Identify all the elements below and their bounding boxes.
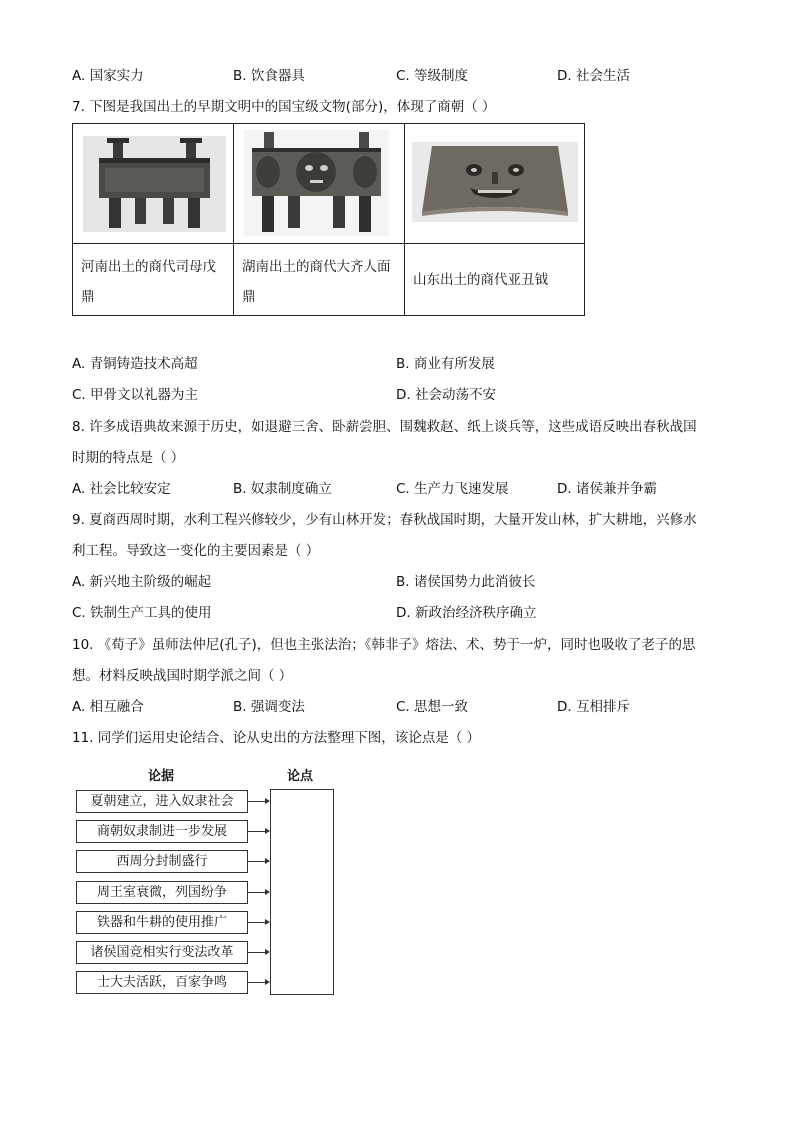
q9-stem-line2: 利工程。导致这一变化的主要因素是（ ） [72, 543, 320, 559]
q7-stem: 7. 下图是我国出土的早期文明中的国宝级文物(部分)，体现了商朝（ ） [72, 99, 496, 115]
ya-chou-yue-image [412, 142, 578, 222]
q6-option-b: B. 饮食器具 [233, 68, 305, 84]
q7-option-c: C. 甲骨文以礼器为主 [72, 387, 199, 403]
evidence-box: 士大夫活跃，百家争鸣 [76, 971, 248, 994]
evidence-box: 周王室衰微，列国纷争 [76, 881, 248, 904]
thesis-box [270, 789, 334, 995]
evidence-box: 西周分封制盛行 [76, 850, 248, 873]
q9-option-a: A. 新兴地主阶级的崛起 [72, 574, 212, 590]
q8-option-c: C. 生产力飞速发展 [396, 481, 509, 497]
q10-option-d: D. 互相排斥 [557, 699, 630, 715]
q10-option-a: A. 相互融合 [72, 699, 144, 715]
evidence-box: 商朝奴隶制进一步发展 [76, 820, 248, 843]
caption-ya-chou-yue: 山东出土的商代亚丑钺 [413, 272, 548, 288]
q6-option-c: C. 等级制度 [396, 68, 469, 84]
thesis-header: 论点 [287, 769, 314, 784]
q8-option-a: A. 社会比较安定 [72, 481, 171, 497]
caption-simuwu-ding: 河南出土的商代司母戊 鼎 [81, 259, 216, 305]
q10-stem-line2: 想。材料反映战国时期学派之间（ ） [72, 668, 293, 684]
q9-option-d: D. 新政治经济秩序确立 [396, 605, 537, 621]
q10-stem-line1: 10. 《荀子》虽师法仲尼(孔子)，但也主张法治；《韩非子》熔法、术、势于一炉，同时也吸收了老子的思 [72, 637, 696, 653]
q11-stem: 11. 同学们运用史论结合、论从史出的方法整理下图，该论点是（ ） [72, 730, 481, 746]
evidence-box: 诸侯国竞相实行变法改革 [76, 941, 248, 964]
human-face-ding-image [244, 130, 389, 236]
evidence-box: 铁器和牛耕的使用推广 [76, 911, 248, 934]
q8-stem-line2: 时期的特点是（ ） [72, 450, 185, 466]
q10-option-c: C. 思想一致 [396, 699, 469, 715]
q6-option-d: D. 社会生活 [557, 68, 630, 84]
q7-artifact-table [72, 123, 585, 316]
q10-option-b: B. 强调变法 [233, 699, 305, 715]
evidence-header: 论据 [148, 769, 175, 784]
q9-stem-line1: 9. 夏商西周时期，水利工程兴修较少，少有山林开发；春秋战国时期，大量开发山林，扩大耕地，兴修水 [72, 512, 697, 528]
q8-option-b: B. 奴隶制度确立 [233, 481, 332, 497]
q8-stem-line1: 8. 许多成语典故来源于历史，如退避三舍、卧薪尝胆、围魏救赵、纸上谈兵等，这些成语反映出春秋战国 [72, 419, 697, 435]
argument-diagram [72, 762, 342, 1002]
simuwu-ding-image [83, 136, 226, 232]
evidence-box: 夏朝建立，进入奴隶社会 [76, 790, 248, 813]
q6-option-a: A. 国家实力 [72, 68, 144, 84]
q9-option-c: C. 铁制生产工具的使用 [72, 605, 212, 621]
caption-human-face-ding: 湖南出土的商代大齐人面 鼎 [242, 259, 391, 305]
q7-option-a: A. 青铜铸造技术高超 [72, 356, 198, 372]
q7-option-d: D. 社会动荡不安 [396, 387, 496, 403]
q8-option-d: D. 诸侯兼并争霸 [557, 481, 657, 497]
q7-option-b: B. 商业有所发展 [396, 356, 495, 372]
q9-option-b: B. 诸侯国势力此消彼长 [396, 574, 536, 590]
